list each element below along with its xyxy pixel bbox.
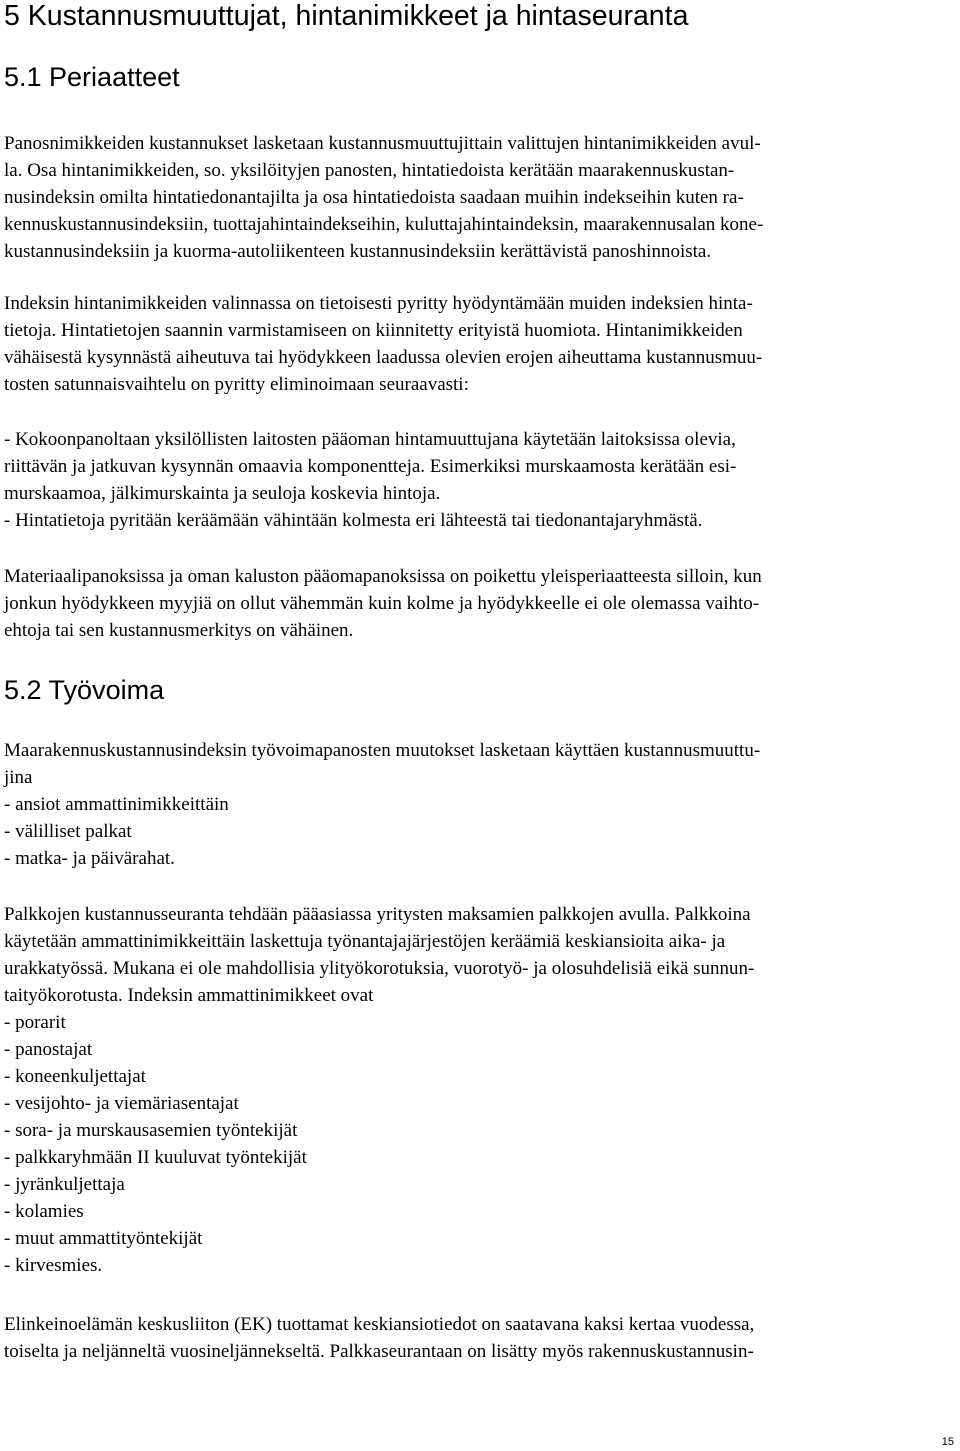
- text-line: Materiaalipanoksissa ja oman kaluston pääomapanoksissa on poikettu yleisperiaatteesta silloin, kun: [4, 566, 762, 587]
- text-line: Panosnimikkeiden kustannukset lasketaan kustannusmuuttujittain valittujen hintanimikkeiden avul-: [4, 133, 761, 154]
- text-line: Indeksin hintanimikkeiden valinnassa on tietoisesti pyritty hyödyntämään muiden indeksien hinta-: [4, 293, 753, 314]
- text-line: murskaamoa, jälkimurskainta ja seuloja koskevia hintoja.: [4, 483, 441, 504]
- text-line: - porarit: [4, 1012, 66, 1033]
- text-line: - ansiot ammattinimikkeittäin: [4, 794, 229, 815]
- text-line: kustannusindeksiin ja kuorma-autoliikenteen kustannusindeksiin kerättävistä panoshinnoista.: [4, 241, 712, 262]
- text-line: - panostajat: [4, 1039, 93, 1060]
- text-line: kennuskustannusindeksiin, tuottajahintaindekseihin, kuluttajahintaindeksin, maarakennusalan kone-: [4, 214, 764, 235]
- text-line: - kirvesmies.: [4, 1255, 103, 1276]
- text-line: - välilliset palkat: [4, 821, 132, 842]
- text-line: - palkkaryhmään II kuuluvat työntekijät: [4, 1147, 307, 1168]
- section-heading-5-2: 5.2 Työvoima: [4, 675, 165, 705]
- text-line: taityökorotusta. Indeksin ammattinimikkeet ovat: [4, 985, 374, 1006]
- text-line: Elinkeinoelämän keskusliiton (EK) tuottamat keskiansiotiedot on saatavana kaksi kertaa vuodessa,: [4, 1314, 755, 1335]
- text-line: - sora- ja murskausasemien työntekijät: [4, 1120, 298, 1141]
- text-line: ehtoja tai sen kustannusmerkitys on vähäinen.: [4, 620, 354, 641]
- text-line: Maarakennuskustannusindeksin työvoimapanosten muutokset lasketaan käyttäen kustannusmuuttu-: [4, 740, 761, 761]
- text-line: - Kokoonpanoltaan yksilöllisten laitosten pääoman hintamuuttujana käytetään laitoksissa olevia,: [4, 429, 736, 450]
- text-line: - matka- ja päivärahat.: [4, 848, 175, 869]
- text-line: käytetään ammattinimikkeittäin laskettuja työnantajajärjestöjen keräämiä keskiansioita aika- ja: [4, 931, 726, 952]
- section-heading-5-1: 5.1 Periaatteet: [4, 62, 180, 92]
- text-line: jina: [4, 767, 33, 788]
- text-line: tosten satunnaisvaihtelu on pyritty eliminoimaan seuraavasti:: [4, 374, 469, 395]
- page-number: 15: [941, 1436, 954, 1448]
- chapter-heading: 5 Kustannusmuuttujat, hintanimikkeet ja hintaseuranta: [4, 0, 689, 32]
- text-line: - muut ammattityöntekijät: [4, 1228, 203, 1249]
- text-line: jonkun hyödykkeen myyjiä on ollut vähemmän kuin kolme ja hyödykkeelle ei ole olemassa vaihto-: [4, 593, 760, 614]
- text-line: toiselta ja neljänneltä vuosineljännekseltä. Palkkaseurantaan on lisätty myös rakennuskustannusin-: [4, 1341, 754, 1362]
- text-line: - jyränkuljettaja: [4, 1174, 125, 1195]
- text-line: urakkatyössä. Mukana ei ole mahdollisia ylityökorotuksia, vuorotyö- ja olosuhdelisiä eikä sunnun-: [4, 958, 755, 979]
- text-line: vähäisestä kysynnästä aiheutuva tai hyödykkeen laadussa olevien erojen aiheuttama kustannusmuu-: [4, 347, 763, 368]
- text-line: - kolamies: [4, 1201, 84, 1222]
- text-line: - koneenkuljettajat: [4, 1066, 146, 1087]
- text-line: nusindeksin omilta hintatiedonantajilta ja osa hintatiedoista saadaan muihin indekseihin kuten ra-: [4, 187, 744, 208]
- text-line: tietoja. Hintatietojen saannin varmistamiseen on kiinnitetty erityistä huomiota. Hintanimikkeiden: [4, 320, 743, 341]
- text-line: Palkkojen kustannusseuranta tehdään pääasiassa yritysten maksamien palkkojen avulla. Palkkoina: [4, 904, 751, 925]
- text-line: - vesijohto- ja viemäriasentajat: [4, 1093, 239, 1114]
- text-line: - Hintatietoja pyritään keräämään vähintään kolmesta eri lähteestä tai tiedonantajaryhmästä.: [4, 510, 703, 531]
- text-line: riittävän ja jatkuvan kysynnän omaavia komponentteja. Esimerkiksi murskaamosta kerätään esi-: [4, 456, 737, 477]
- text-line: la. Osa hintanimikkeiden, so. yksilöityjen panosten, hintatiedoista kerätään maarakennuskustan-: [4, 160, 735, 181]
